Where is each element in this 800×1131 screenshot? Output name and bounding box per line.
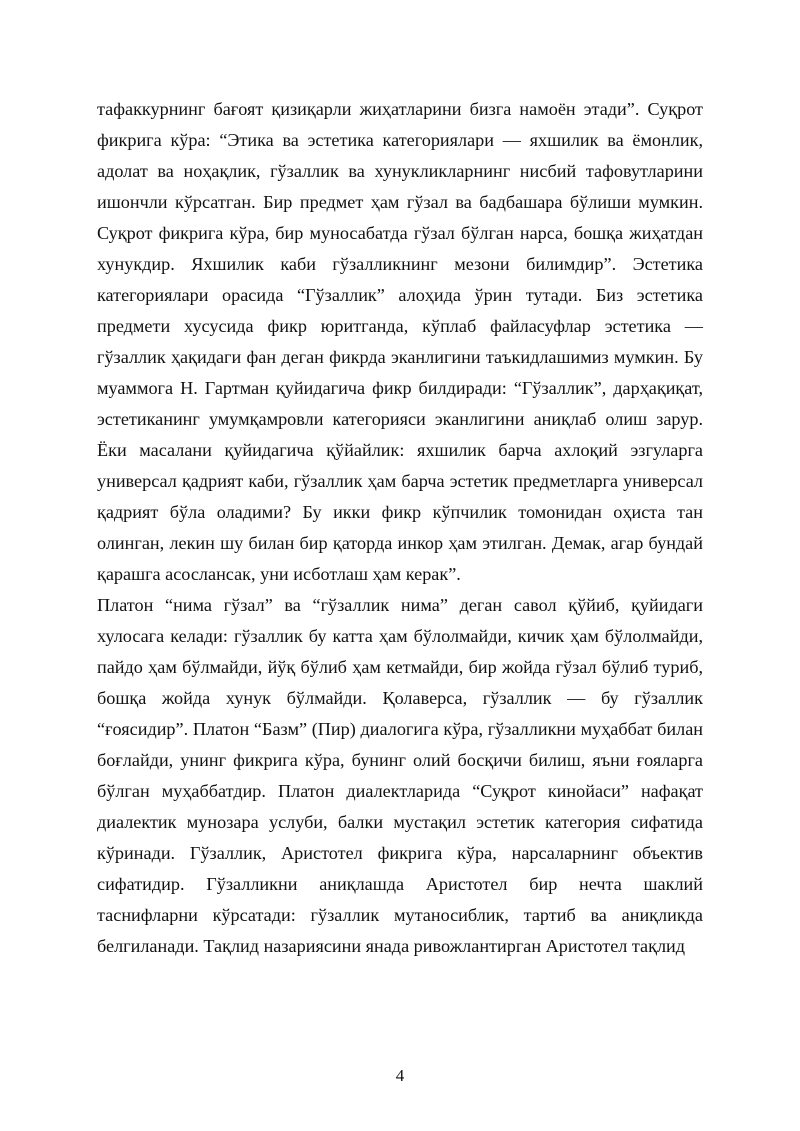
body-text — [97, 94, 703, 962]
page-number: 4 — [395, 1066, 405, 1085]
paragraph-2: Платон “нима гўзал” ва “гўзаллик нима” деган савол қўйиб, қуйидаги хулосага келади: гўзаллик бу катта ҳам бўлолмайди, кичик ҳам бўлолмайди, пайдо ҳам бўлмайди, йўқ бўлиб ҳам кетмайди, бир жойда гўзал бўлиб туриб, бошқа жойда хунук бўлмайди. Қолаверса, гўзаллик — бу гўзаллик “ғоясидир”. Платон “Базм” (Пир) диалогига кўра, гўзалликни муҳаббат билан боғлайди, унинг фикрига кўра, бунинг олий босқичи билиш, яъни ғояларга бўлган муҳаббатдир. Платон диалектларида “Суқрот кинойаси” нафақат диалектик мунозара услуби, балки мустақил эстетик категория сифатида кўринади. Гўзаллик, Аристотел фикрига кўра, нарсаларнинг объектив сифатидир. Гўзалликни аниқлашда Аристотел бир нечта шаклий таснифларни кўрсатади: гўзаллик мутаносиблик, тартиб ва аниқликда белгиланади. Тақлид назариясини янада ривожлантирган Аристотел тақлид — [97, 595, 703, 956]
paragraph-1: тафаккурнинг бағоят қизиқарли жиҳатларини бизга намоён этади”. Суқрот фикрига кўра: “Этика ва эстетика категориялари — яхшилик ва ёмонлик, адолат ва ноҳақлик, гўзаллик ва хунукликларнинг нисбий тафовутларини ишончли кўрсатган. Бир предмет ҳам гўзал ва бадбашара бўлиши мумкин. Суқрот фикрига кўра, бир муносабатда гўзал бўлган нарса, бошқа жиҳатдан хунукдир. Яхшилик каби гўзалликнинг мезони билимдир”. Эстетика категориялари орасида “Гўзаллик” алоҳида ўрин тутади. Биз эстетика предмети хусусида фикр юритганда, кўплаб файласуфлар эстетика — гўзаллик ҳақидаги фан деган фикрда эканлигини таъкидлашимиз мумкин. Бу муаммога Н. Гартман қуйидагича фикр билдиради: “Гўзаллик”, дарҳақиқат, эстетиканинг умумқамровли категорияси эканлигини аниқлаб олиш зарур. Ёки масалани қуйидагича қўйайлик: яхшилик барча ахлоқий эзгуларга универсал қадрият каби, гўзаллик ҳам барча эстетик предметларга универсал қадрият бўла оладими? Бу икки фикр кўпчилик томонидан оҳиста тан олинган, лекин шу билан бир қаторда инкор ҳам этилган. Демак, агар бундай қарашга асослансак, уни исботлаш ҳам керак”. — [97, 99, 703, 584]
